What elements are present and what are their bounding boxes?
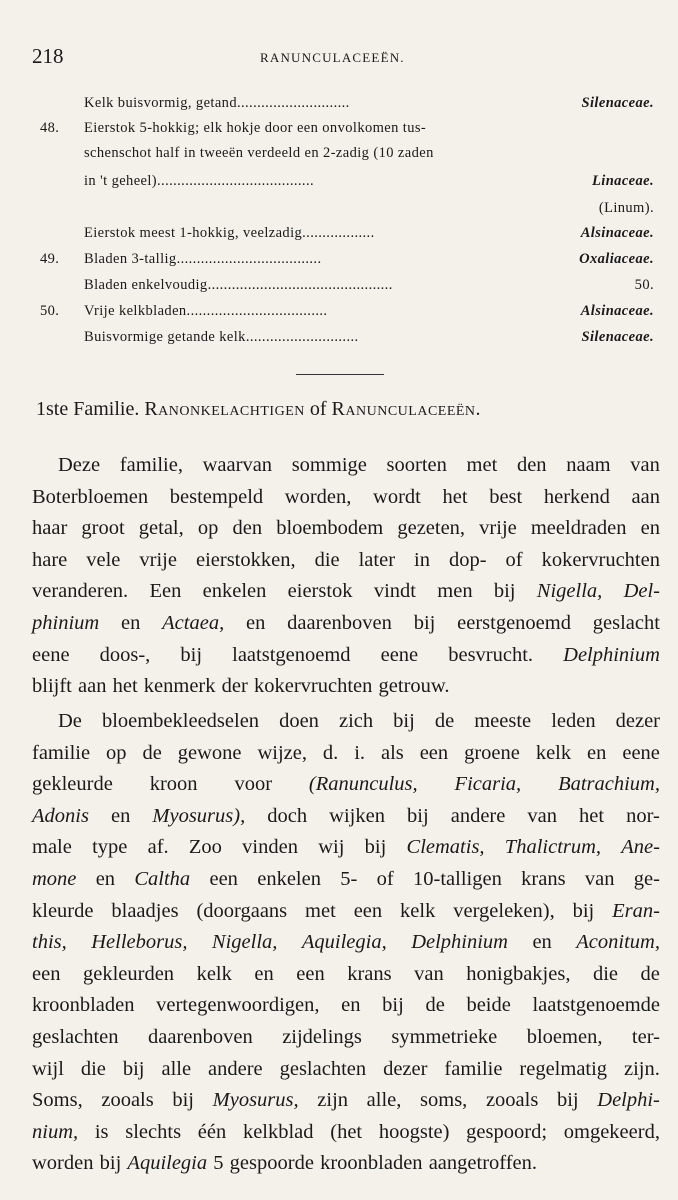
word: Del-	[623, 580, 660, 603]
key-result: Oxaliaceae.	[579, 251, 654, 267]
key-entry	[40, 145, 660, 166]
word: alle	[161, 1057, 192, 1080]
word: soorten	[386, 454, 447, 476]
word: waarvan	[202, 454, 273, 476]
word: Thalictrum,	[504, 836, 602, 859]
word: bij	[382, 994, 404, 1017]
key-entry	[40, 200, 660, 221]
key-entry	[40, 120, 660, 141]
word: en	[121, 611, 141, 634]
word: Caltha	[134, 867, 191, 890]
text-line	[32, 738, 660, 770]
word: worden	[32, 1152, 94, 1175]
word: krans	[347, 962, 392, 985]
key-entry	[40, 173, 660, 194]
word: Eran-	[612, 899, 660, 922]
word: kroon	[149, 773, 198, 796]
word: soms,	[420, 1089, 468, 1112]
word: is	[94, 1120, 109, 1143]
word: i.	[354, 741, 366, 764]
section-divider	[296, 374, 384, 375]
word: haar	[32, 517, 68, 540]
word: en	[587, 741, 607, 764]
word: Delphinium	[411, 931, 508, 954]
word: Ane-	[621, 836, 660, 859]
word: bij	[393, 710, 415, 732]
page-number: 218	[32, 44, 64, 68]
word: en	[341, 994, 361, 1017]
word: bloemen,	[526, 1025, 603, 1048]
key-text: Eierstok 5-hokkig; elk hokje door een onvolkomen tus-	[84, 120, 427, 136]
paragraph-2	[32, 706, 660, 1180]
word: enkelen	[257, 867, 321, 890]
text-line	[32, 482, 660, 514]
text-line	[32, 545, 660, 577]
word: blijft	[32, 675, 72, 698]
word: Helleborus,	[91, 931, 188, 954]
word: andere	[450, 804, 506, 827]
word: het	[112, 675, 138, 698]
word: bloembodem	[276, 517, 384, 540]
word: Adonis	[32, 804, 89, 827]
text-line	[32, 832, 660, 864]
word: bloembekleedselen	[101, 710, 260, 732]
word: wij	[318, 836, 345, 859]
word: der	[221, 675, 248, 698]
word: op	[197, 517, 219, 540]
word: een	[353, 899, 383, 922]
word: één	[197, 1120, 227, 1143]
key-entry	[40, 225, 660, 246]
word: 10-talligen	[413, 867, 502, 890]
text-line	[32, 864, 660, 896]
word: zooals	[485, 1089, 539, 1112]
word: Myosurus,	[212, 1089, 299, 1112]
text-line	[32, 959, 660, 991]
word: doch	[267, 804, 308, 827]
word: Aquilegia,	[301, 931, 387, 954]
key-text: Bladen enkelvoudig..............................................	[84, 277, 393, 293]
word: geslachten	[32, 1025, 119, 1048]
word: bij	[556, 1089, 579, 1112]
text-line	[32, 1117, 660, 1149]
word: gewone	[177, 741, 242, 764]
family-name-latin: Ranunculaceeën.	[331, 398, 482, 420]
word: regelmatig	[519, 1057, 608, 1080]
word: met	[305, 899, 336, 922]
word: vertegenwoordigen,	[156, 994, 320, 1017]
word: gespoorde	[229, 1152, 314, 1175]
word: besvrucht.	[448, 643, 534, 666]
word: zijn.	[624, 1057, 660, 1080]
word: of	[505, 548, 523, 571]
word: familie	[444, 1057, 503, 1080]
family-heading	[36, 398, 481, 421]
word: of	[376, 867, 394, 890]
word: getal,	[138, 517, 184, 540]
text-line	[32, 450, 660, 482]
text-line	[32, 927, 660, 959]
word: eene	[32, 643, 70, 666]
word: veranderen.	[32, 580, 129, 603]
word: bestempeld	[169, 485, 264, 508]
word: familie,	[119, 454, 183, 476]
word: krans	[521, 867, 566, 890]
word: 5	[213, 1152, 224, 1175]
word: (Ranunculus,	[308, 773, 418, 796]
word: later	[358, 548, 396, 571]
word: male	[32, 836, 72, 859]
key-entry	[40, 329, 660, 350]
word: mone	[32, 867, 77, 890]
word: en	[95, 867, 116, 890]
word: ge-	[633, 867, 660, 890]
word: groene	[464, 741, 520, 764]
word: geslachten	[279, 1057, 367, 1080]
word: aan	[78, 675, 107, 698]
word: herkend	[543, 485, 610, 508]
word: die	[314, 548, 340, 571]
word: Boterbloemen	[32, 485, 149, 508]
word: zooals	[101, 1089, 154, 1112]
word: gespoord;	[466, 1120, 548, 1143]
text-line	[32, 1085, 660, 1117]
word: Nigella,	[211, 931, 278, 954]
word: honigbakjes,	[466, 962, 571, 985]
word: kelk	[535, 741, 572, 764]
word: kroonbladen	[32, 994, 135, 1017]
word: slechts	[125, 1120, 182, 1143]
word: bij	[407, 804, 429, 827]
word: this,	[32, 931, 67, 954]
word: bij	[99, 1152, 122, 1175]
word: doen	[279, 710, 319, 732]
word: Zoo	[188, 836, 222, 859]
word: symmetrieke	[391, 1025, 498, 1048]
word: als	[380, 741, 404, 764]
word: vindt	[373, 580, 416, 603]
word: kokervruchten	[253, 675, 373, 698]
word: d.	[322, 741, 339, 764]
word: geslacht	[592, 611, 660, 634]
word: leden	[551, 710, 596, 732]
word: vergeleken),	[453, 899, 555, 922]
word: phinium	[32, 611, 100, 634]
word: een	[419, 741, 449, 764]
key-text: Eierstok meest 1-hokkig, veelzadig..................	[84, 225, 375, 241]
word: kokervruchten	[541, 548, 660, 571]
word: de	[142, 741, 162, 764]
word: dezer	[383, 1057, 428, 1080]
word: aan	[631, 485, 660, 508]
word: kelk	[196, 962, 232, 985]
word: dezer	[615, 710, 660, 732]
word: alle,	[366, 1089, 402, 1112]
word: en	[246, 611, 266, 634]
text-line	[32, 990, 660, 1022]
word: bij	[493, 580, 516, 603]
word: in	[414, 548, 430, 571]
word: die	[80, 1057, 106, 1080]
word: gekleurde	[32, 773, 113, 796]
word: en	[640, 517, 660, 540]
key-number: 48.	[40, 120, 60, 136]
paragraph-1	[32, 450, 660, 703]
word: Een	[149, 580, 182, 603]
word: type	[92, 836, 128, 859]
word: eerstgenoemd	[457, 611, 571, 634]
word: vrije	[139, 548, 177, 571]
word: laatstgenoemde	[532, 994, 660, 1017]
text-line	[32, 769, 660, 801]
key-entry	[40, 95, 660, 116]
word: bij	[364, 836, 387, 859]
key-text: Bladen 3-tallig....................................	[84, 251, 322, 267]
text-line	[32, 801, 660, 833]
text-line	[32, 1022, 660, 1054]
key-result: 50.	[634, 277, 654, 293]
word: gezeten,	[397, 517, 466, 540]
word: Delphi-	[597, 1089, 660, 1112]
word: Batrachium,	[558, 773, 660, 796]
text-line	[32, 1054, 660, 1086]
word: De	[58, 710, 82, 732]
word: een	[32, 962, 61, 985]
text-line	[32, 1148, 660, 1180]
word: bij	[172, 1089, 195, 1112]
key-text: Buisvormige getande kelk............................	[84, 329, 359, 345]
word: den	[232, 517, 263, 540]
word: sommige	[291, 454, 367, 476]
word: de	[425, 994, 445, 1017]
word: Aquilegia	[127, 1152, 208, 1175]
word: Clematis,	[406, 836, 485, 859]
word: zijn	[317, 1089, 349, 1112]
word: 5-	[340, 867, 358, 890]
key-entry	[40, 251, 660, 272]
word: bij	[572, 899, 595, 922]
word: bij	[180, 643, 203, 666]
word: eierstok	[287, 580, 353, 603]
key-result: Silenaceae.	[581, 329, 654, 345]
word: de	[434, 710, 455, 732]
key-result: Alsinaceae.	[580, 303, 654, 319]
word: kroonbladen	[320, 1152, 423, 1175]
word: doos-,	[99, 643, 151, 666]
word: aangetroffen.	[428, 1152, 538, 1175]
word: eierstokken,	[195, 548, 296, 571]
word: den	[516, 454, 547, 476]
key-number: 49.	[40, 251, 60, 267]
word: en	[532, 931, 552, 954]
key-entry	[40, 277, 660, 298]
word: van	[584, 867, 615, 890]
key-result: (Linum).	[598, 200, 654, 216]
family-of: of	[309, 398, 327, 420]
word: de	[640, 962, 660, 985]
word: vinden	[242, 836, 298, 859]
text-line	[32, 896, 660, 928]
word: die	[592, 962, 619, 985]
word: Actaea,	[162, 611, 225, 634]
word: kelkblad	[242, 1120, 314, 1143]
word: (doorgaans	[196, 899, 288, 922]
word: naam	[566, 454, 611, 476]
word: meeste	[474, 710, 532, 732]
word: kenmerk	[143, 675, 216, 698]
word: zijdelings	[282, 1025, 362, 1048]
running-title: RANUNCULACEEËN.	[260, 50, 405, 65]
text-line	[32, 671, 660, 703]
key-text: in 't geheel).......................................	[84, 173, 315, 189]
word: eene	[622, 741, 660, 764]
family-name-dutch: Ranonkelachtigen	[144, 398, 305, 420]
word: kleurde	[32, 899, 94, 922]
text-line	[32, 706, 660, 738]
word: bij	[413, 611, 436, 634]
key-text: Vrije kelkbladen...................................	[84, 303, 328, 319]
text-line	[32, 576, 660, 608]
word: blaadjes	[111, 899, 179, 922]
key-result: Silenaceae.	[581, 95, 654, 111]
word: gekleurden	[82, 962, 175, 985]
key-number: 50.	[40, 303, 60, 319]
word: vele	[86, 548, 121, 571]
word: van	[630, 454, 660, 476]
word: wijken	[329, 804, 385, 827]
word: een	[209, 867, 238, 890]
word: hoogste)	[378, 1120, 450, 1143]
word: Delphinium	[563, 643, 660, 666]
word: wijl	[32, 1057, 64, 1080]
word: nor-	[626, 804, 660, 827]
word: Myosurus),	[152, 804, 246, 827]
word: beide	[466, 994, 511, 1017]
word: meeldraden	[530, 517, 627, 540]
word: af.	[147, 836, 169, 859]
word: worden,	[284, 485, 352, 508]
word: eene	[380, 643, 419, 666]
key-result: Linaceae.	[592, 173, 654, 189]
key-entry	[40, 303, 660, 324]
word: een	[296, 962, 325, 985]
word: kelk	[400, 899, 436, 922]
word: Ficaria,	[454, 773, 522, 796]
word: best	[489, 485, 523, 508]
word: het	[579, 804, 605, 827]
word: van	[414, 962, 444, 985]
word: laatstgenoemd	[232, 643, 351, 666]
word: zich	[338, 710, 374, 732]
word: familie	[32, 741, 91, 764]
word: het	[442, 485, 468, 508]
word: Deze	[58, 454, 101, 476]
word: op	[106, 741, 127, 764]
word: enkelen	[202, 580, 267, 603]
word: andere	[208, 1057, 263, 1080]
word: vrije	[479, 517, 517, 540]
word: bij	[122, 1057, 145, 1080]
word: voor	[234, 773, 273, 796]
text-line	[32, 608, 660, 640]
word: Aconitum,	[576, 931, 660, 954]
word: wordt	[373, 485, 421, 508]
word: omgekeerd,	[563, 1120, 660, 1143]
word: daarenboven	[147, 1025, 253, 1048]
word: Soms,	[32, 1089, 83, 1112]
family-prefix: 1ste Familie.	[36, 398, 140, 420]
word: nium,	[32, 1120, 79, 1143]
key-result: Alsinaceae.	[580, 225, 654, 241]
word: Nigella,	[536, 580, 603, 603]
word: getrouw.	[378, 675, 450, 698]
word: ter-	[631, 1025, 660, 1048]
text-line	[32, 640, 660, 672]
key-text: schenschot half in tweeën verdeeld en 2-zadig (10 zaden	[84, 145, 434, 161]
word: wijze,	[257, 741, 307, 764]
word: daarenboven	[287, 611, 392, 634]
word: men	[437, 580, 473, 603]
word: hare	[32, 548, 68, 571]
key-text: Kelk buisvormig, getand............................	[84, 95, 350, 111]
word: van	[527, 804, 557, 827]
word: met	[466, 454, 498, 476]
word: (het	[330, 1120, 363, 1143]
text-line	[32, 513, 660, 545]
word: groot	[81, 517, 125, 540]
word: en	[111, 804, 131, 827]
word: en	[254, 962, 274, 985]
word: dop-	[448, 548, 487, 571]
